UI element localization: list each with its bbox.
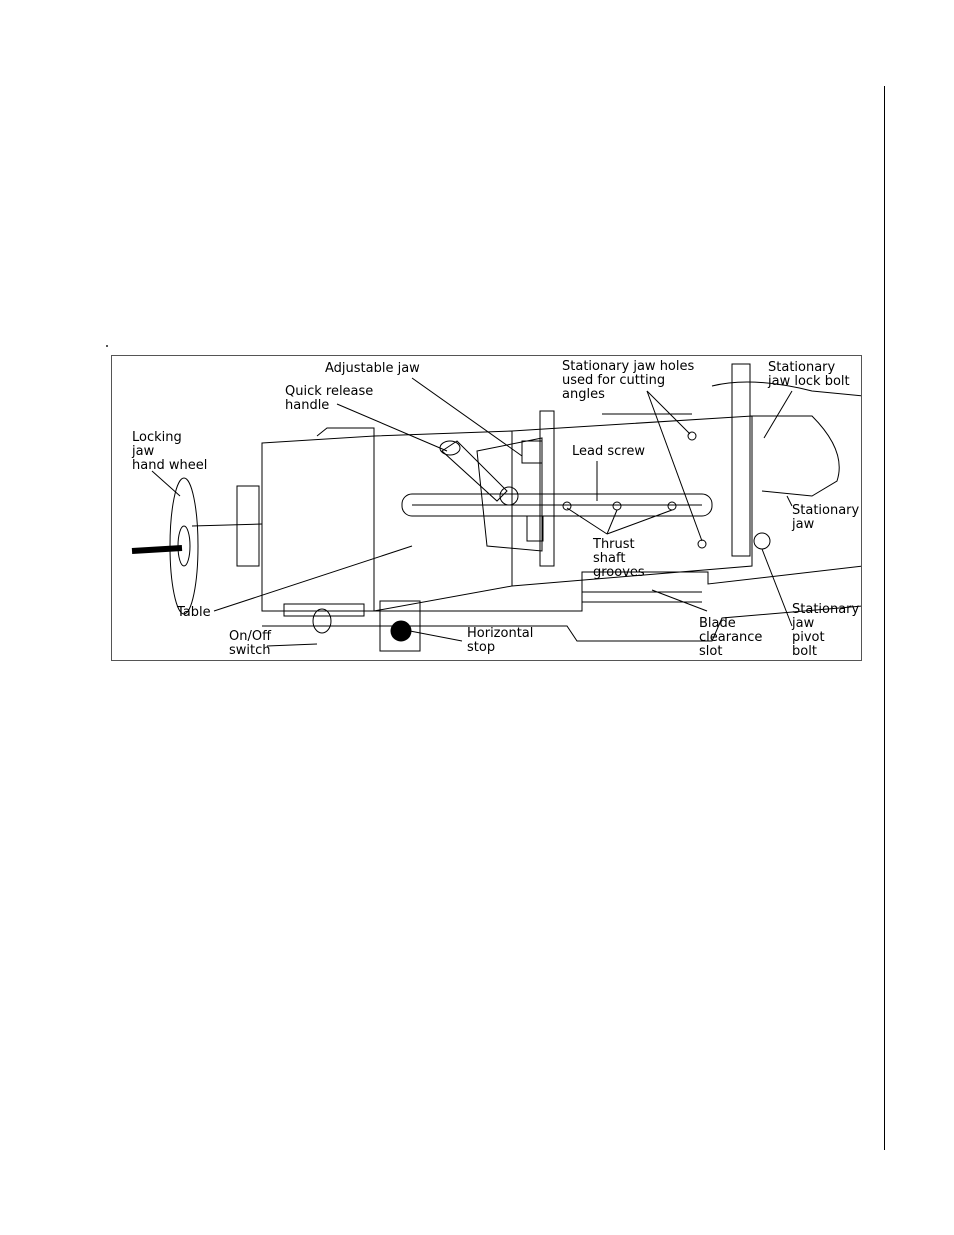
- thrust-groove-1: [563, 502, 571, 510]
- label-adjustable-jaw: Adjustable jaw: [325, 361, 420, 376]
- stationary-jaw-hole-2: [698, 540, 706, 548]
- label-stationary-jaw-pivot-bolt: Stationary jaw pivot bolt: [792, 602, 860, 659]
- thrust-groove-3: [668, 502, 676, 510]
- stationary-pivot-bolt-circle: [754, 533, 770, 549]
- stationary-jaw-arm: [750, 416, 839, 496]
- leader-blade-slot: [652, 590, 707, 611]
- label-lead-screw: Lead screw: [572, 444, 645, 459]
- horizontal-stop-knob: [391, 621, 411, 641]
- leader-groove-3: [607, 510, 672, 534]
- hand-wheel-grip: [132, 548, 182, 551]
- hand-wheel-shaft: [192, 524, 262, 526]
- vise-diagram-drawing: [112, 356, 862, 661]
- table-top-edge: [317, 428, 374, 436]
- leader-on-off: [267, 644, 317, 646]
- table-front-block: [262, 436, 374, 611]
- quick-release-handle-grip: [440, 441, 460, 455]
- on-off-switch-body: [313, 609, 331, 633]
- label-on-off-switch: On/Off switch: [229, 629, 272, 658]
- label-stationary-jaw-holes: Stationary jaw holes used for cutting angles: [562, 359, 695, 402]
- label-quick-release-handle: Quick release handle: [285, 384, 374, 413]
- leader-lock-bolt: [764, 391, 792, 438]
- page-margin-rule: [884, 86, 885, 1150]
- jaw-bolt-lower: [527, 516, 543, 541]
- leader-horizontal-stop: [410, 631, 462, 641]
- label-locking-jaw-hand-wheel: Locking jaw hand wheel: [132, 430, 208, 473]
- leader-groove-1: [567, 508, 607, 534]
- label-thrust-shaft-grooves: Thrust shaft grooves: [593, 537, 645, 580]
- label-blade-clearance-slot: Blade clearance slot: [699, 616, 763, 659]
- thrust-groove-2: [613, 502, 621, 510]
- leader-hand-wheel: [152, 471, 180, 496]
- jaw-bolt-upper: [522, 441, 542, 463]
- table-top-surface: [374, 431, 512, 611]
- quick-release-handle-shape: [442, 441, 507, 501]
- vise-diagram-figure: [111, 355, 862, 661]
- leader-adjustable-jaw: [412, 378, 522, 456]
- hand-wheel-mount: [237, 486, 259, 566]
- label-table: Table: [177, 605, 211, 620]
- label-stationary-jaw: Stationary jaw: [792, 503, 860, 532]
- label-horizontal-stop: Horizontal stop: [467, 626, 534, 655]
- figure-corner-mark: [106, 345, 108, 347]
- stationary-jaw-plate: [732, 364, 750, 556]
- switch-bracket: [284, 604, 364, 616]
- label-stationary-jaw-lock-bolt: Stationary jaw lock bolt: [768, 360, 850, 389]
